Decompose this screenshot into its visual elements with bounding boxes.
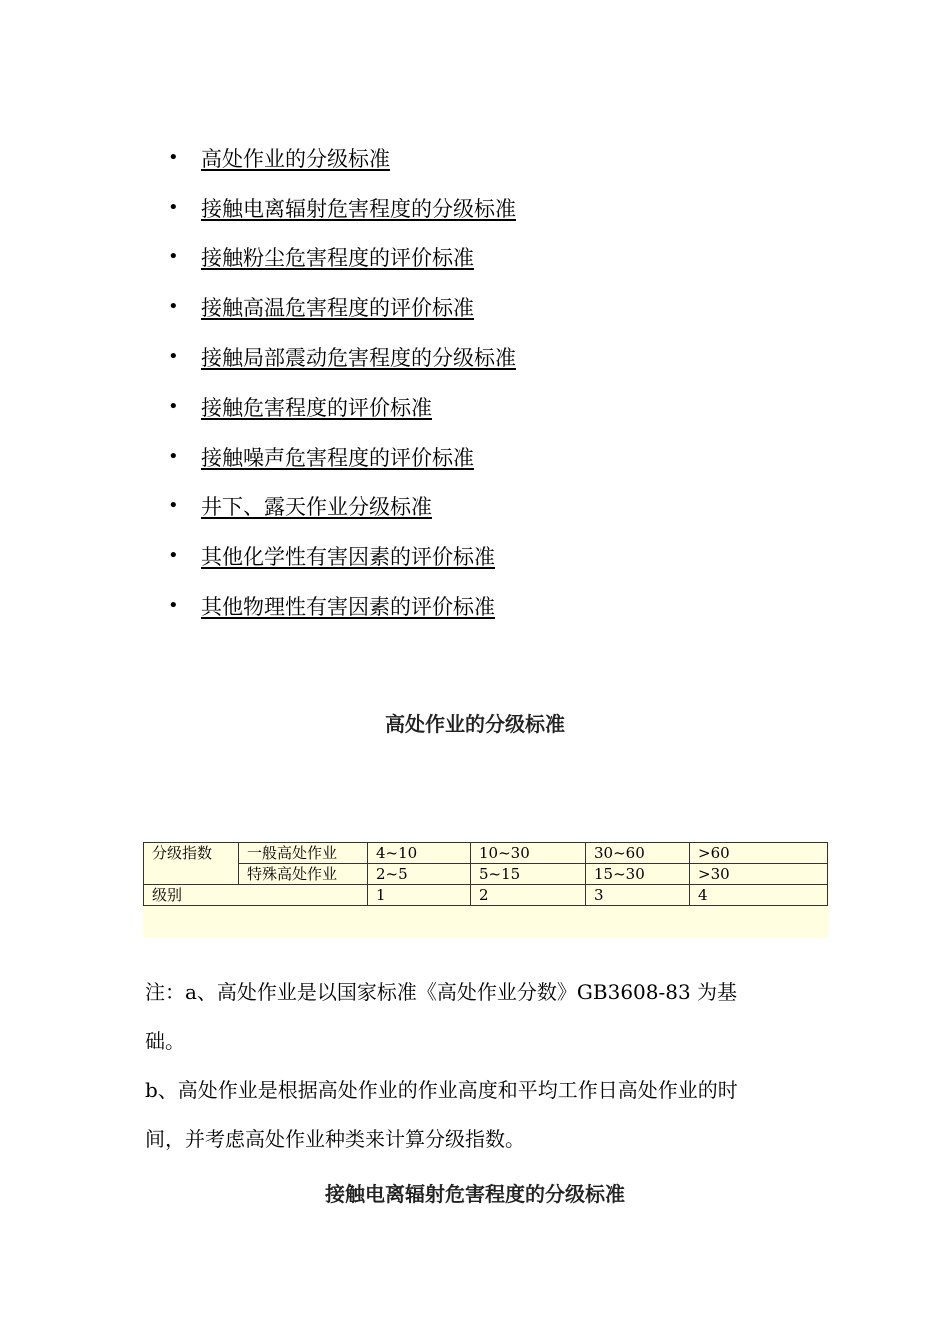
bullet-icon: • xyxy=(168,196,179,218)
table-cell: >60 xyxy=(690,843,828,864)
table-cell: 4~10 xyxy=(368,843,471,864)
table-cell: 2 xyxy=(471,885,586,906)
toc-link[interactable]: 其他化学性有害因素的评价标准 xyxy=(201,545,495,570)
toc-link[interactable]: 接触电离辐射危害程度的分级标准 xyxy=(201,196,516,221)
toc-item xyxy=(168,581,516,631)
table-cell: 30~60 xyxy=(586,843,690,864)
table-cell-label: 一般高处作业 xyxy=(239,843,368,864)
toc-link[interactable]: 接触粉尘危害程度的评价标准 xyxy=(201,246,474,271)
table-cell: 15~30 xyxy=(586,864,690,885)
table-cell: 2~5 xyxy=(368,864,471,885)
bullet-icon: • xyxy=(168,296,179,318)
toc-item xyxy=(168,282,516,332)
toc-link[interactable]: 接触危害程度的评价标准 xyxy=(201,395,432,420)
bullet-icon: • xyxy=(168,346,179,368)
note-b-line-2: 间，并考虑高处作业种类来计算分级指数。 xyxy=(145,1127,525,1151)
table-row xyxy=(144,864,828,885)
toc-link[interactable]: 接触高温危害程度的评价标准 xyxy=(201,296,474,321)
toc-link[interactable]: 高处作业的分级标准 xyxy=(201,146,390,171)
toc-item xyxy=(168,133,516,183)
bullet-icon: • xyxy=(168,545,179,567)
toc-item xyxy=(168,183,516,233)
note-a xyxy=(145,968,815,1066)
grading-table-container xyxy=(143,842,829,938)
table-cell: >30 xyxy=(690,864,828,885)
table-cell: 10~30 xyxy=(471,843,586,864)
toc-item xyxy=(168,482,516,532)
table-cell: 4 xyxy=(690,885,828,906)
note-b xyxy=(145,1066,815,1164)
section-title-height-work: 高处作业的分级标准 xyxy=(385,712,565,736)
toc-item xyxy=(168,432,516,482)
table-cell: 5~15 xyxy=(471,864,586,885)
bullet-icon: • xyxy=(168,146,179,168)
table-row xyxy=(144,885,828,906)
bullet-icon: • xyxy=(168,246,179,268)
toc-link[interactable]: 接触局部震动危害程度的分级标准 xyxy=(201,346,516,371)
toc-item xyxy=(168,382,516,432)
table-of-contents xyxy=(168,133,516,631)
bullet-icon: • xyxy=(168,495,179,517)
table-cell-header: 级别 xyxy=(144,885,368,906)
toc-item xyxy=(168,332,516,382)
section-title-ionizing-radiation: 接触电离辐射危害程度的分级标准 xyxy=(325,1182,625,1206)
note-a-line-2: 础。 xyxy=(145,1029,185,1053)
table-cell: 3 xyxy=(586,885,690,906)
bullet-icon: • xyxy=(168,595,179,617)
grading-table xyxy=(143,842,828,906)
toc-item xyxy=(168,233,516,283)
toc-link[interactable]: 接触噪声危害程度的评价标准 xyxy=(201,445,474,470)
table-cell-label: 特殊高处作业 xyxy=(239,864,368,885)
toc-item xyxy=(168,531,516,581)
toc-link[interactable]: 井下、露天作业分级标准 xyxy=(201,495,432,520)
table-cell-header: 分级指数 xyxy=(144,843,239,885)
note-b-line-1: b、高处作业是根据高处作业的作业高度和平均工作日高处作业的时 xyxy=(145,1078,738,1102)
table-row xyxy=(144,843,828,864)
note-a-line-1: 注：a、高处作业是以国家标准《高处作业分数》GB3608-83 为基 xyxy=(145,980,738,1004)
bullet-icon: • xyxy=(168,445,179,467)
table-cell: 1 xyxy=(368,885,471,906)
bullet-icon: • xyxy=(168,395,179,417)
toc-link[interactable]: 其他物理性有害因素的评价标准 xyxy=(201,595,495,620)
